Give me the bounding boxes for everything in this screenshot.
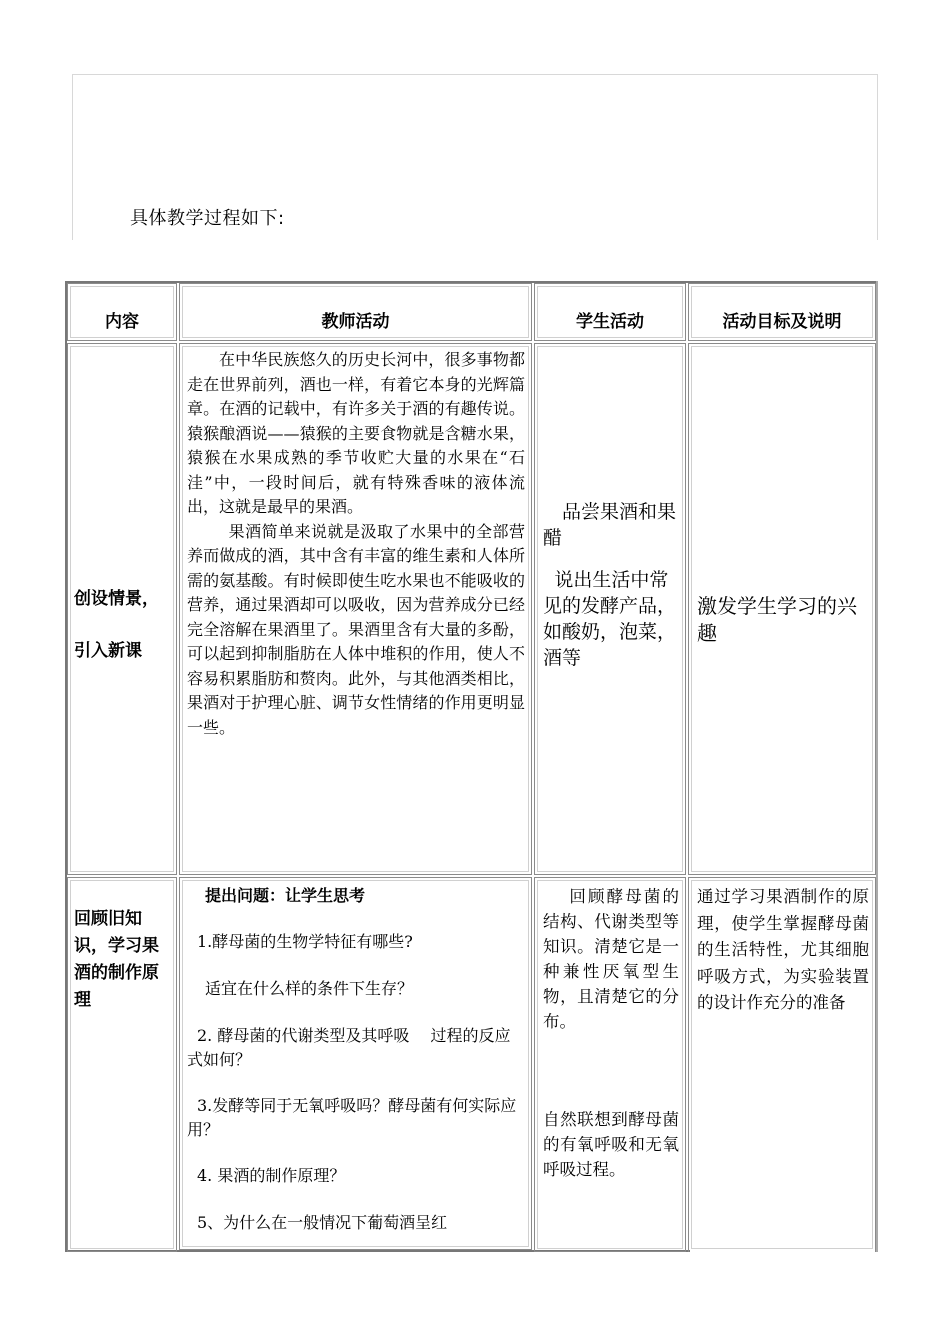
row1-goal-text: 激发学生学习的兴趣 [697,594,857,645]
row1-student-cell [534,343,686,875]
row1-content-line2: 引入新课 [74,641,142,661]
row1-goal-cell [688,343,876,875]
row2-question-1: 1.酵母菌的生物学特征有哪些? [197,932,413,951]
header-goal: 活动目标及说明 [688,283,876,341]
row1-student-item2: 说出生活中常见的发酵产品，如酸奶，泡菜，酒等 [543,569,677,669]
row2-content-cell [67,877,177,1252]
header-content: 内容 [67,283,177,341]
intro-text: 具体教学过程如下: [130,208,285,229]
row1-teacher-para1: 在中华民族悠久的历史长河中，很多事物都走在世界前列，酒也一样，有着它本身的光辉篇章。在酒的记载中，有许多关于酒的有趣传说。猿猴酿酒说——猿猴的主要食物就是含糖水果，猿猴在水果成熟的季节收贮大量的水果在“石洼”中，一段时间后，就有特殊香味的液体流出，这就是最早的果酒。 [187,350,525,516]
row1-student-item1: 品尝果酒和果醋 [543,501,677,549]
header-student: 学生活动 [534,283,686,341]
header-teacher: 教师活动 [179,283,532,341]
row1-content-line1: 创设情景， [74,589,159,609]
table-frame-right [876,281,878,1252]
row2-teacher-cell [179,877,532,1250]
row2-student-item2: 自然联想到酵母菌的有氧呼吸和无氧呼吸过程。 [543,1110,679,1179]
row2-goal-text: 通过学习果酒制作的原理，使学生掌握酵母菌的生活特性，尤其细胞呼吸方式，为实验装置的设计作充分的准备 [697,887,869,1012]
row1-teacher-cell [179,343,532,875]
row2-goal-cell [688,877,876,1252]
row2-question-6: 5、为什么在一般情况下葡萄酒呈红 [197,1213,448,1232]
row2-teacher-heading: 提出问题：让学生思考 [205,886,366,905]
row1-content-cell [67,343,177,875]
row2-question-4: 3.发酵等同于无氧呼吸吗？酵母菌有何实际应用？ [187,1096,517,1139]
row2-student-cell [534,877,686,1252]
row2-student-item1: 回顾酵母菌的结构、代谢类型等知识。清楚它是一种兼性厌氧型生物，且清楚它的分布。 [543,887,679,1031]
row2-content-text: 回顾旧知识，学习果酒的制作原理 [74,909,159,1010]
row2-question-2: 适宜在什么样的条件下生存？ [205,979,414,998]
row1-teacher-para2: 果酒简单来说就是汲取了水果中的全部营养而做成的酒，其中含有丰富的维生素和人体所需的氨基酸。有时候即使生吃水果也不能吸收的营养，通过果酒却可以吸收，因为营养成分已经完全溶解在果酒里了。果酒里含有大量的多酚，可以起到抑制脂肪在人体中堆积的作用，使人不容易积累脂肪和赘肉。此外，与其他酒类相比，果酒对于护理心脏、调节女性情绪的作用更明显一些。 [187,521,525,737]
row2-question-5: 4. 果酒的制作原理？ [197,1166,346,1185]
row2-question-3: 2. 酵母菌的代谢类型及其呼吸 过程的反应式如何？ [187,1026,511,1069]
